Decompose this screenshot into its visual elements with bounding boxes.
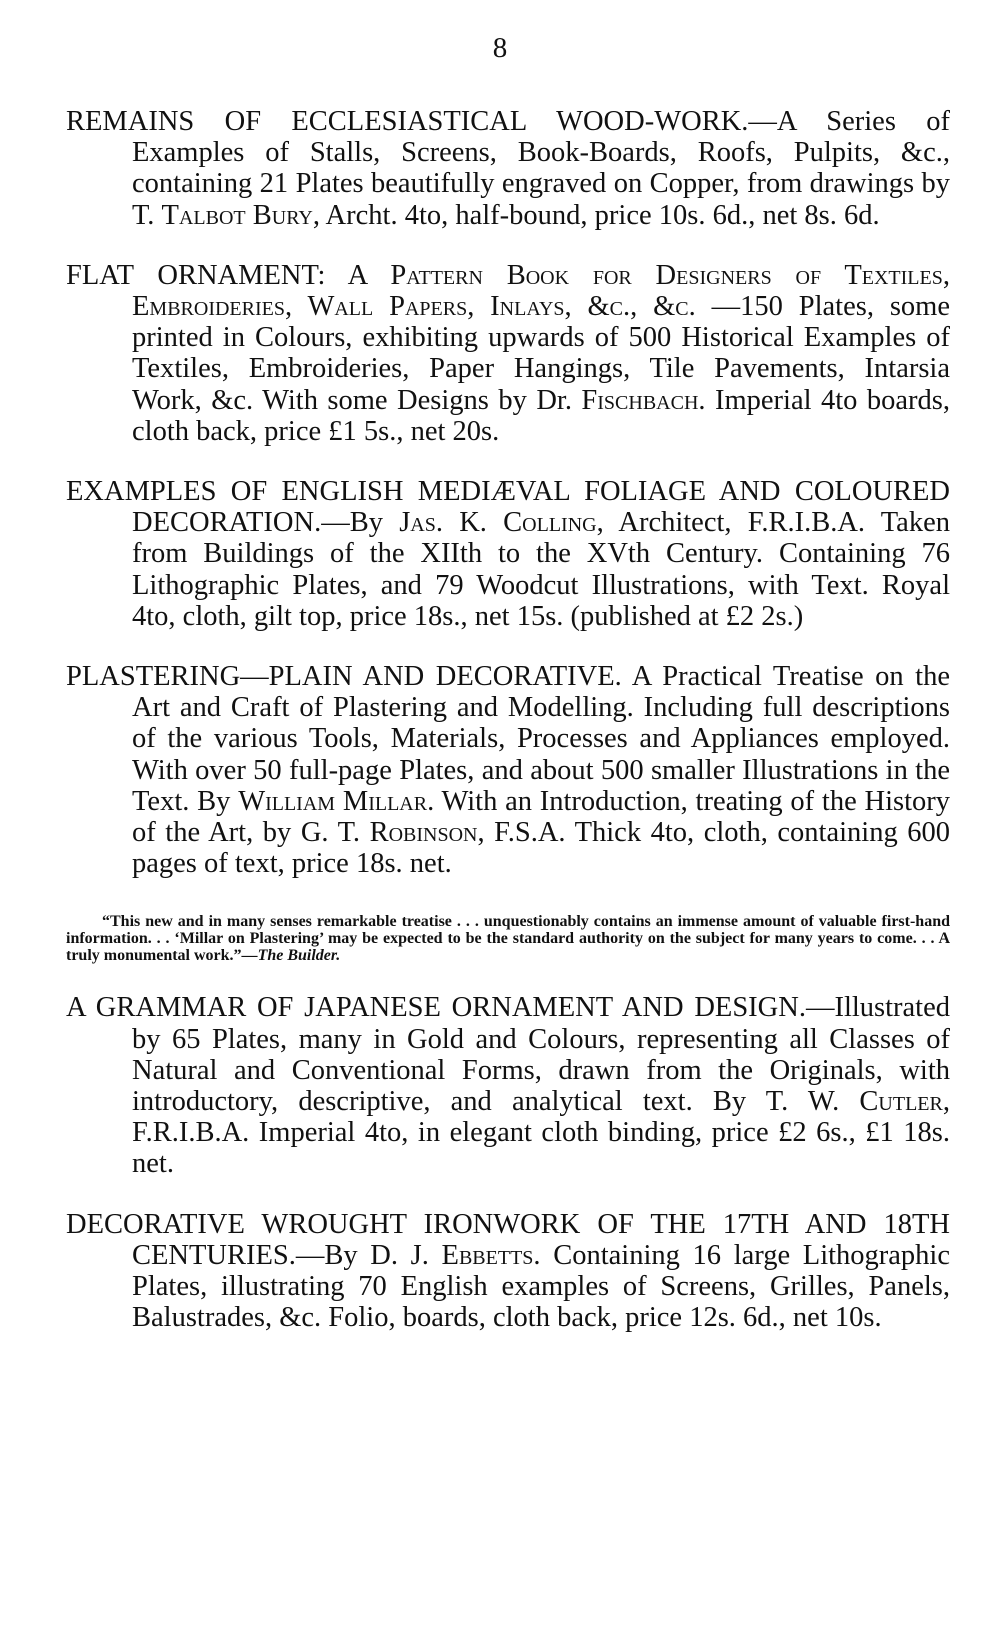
- entry-title: PLASTERING—PLAIN AND DECORATIVE.: [66, 661, 622, 693]
- entry-title: FLAT ORNAMENT:: [66, 259, 326, 291]
- entry-title: EXAMPLES OF ENGLISH MEDIÆVAL FOLIAGE AND COLOURED DECORATION.: [66, 476, 950, 539]
- entry-subtitle: A Pattern Book for Designers of Textiles, Embroideries, Wall Papers, Inlays, &c., &c.: [132, 259, 950, 323]
- entry-body: —A Series of Examples of Stalls, Screens, Book-Boards, Roofs, Pulpits, &c., containing 21 Plates beautifully engraved on Copper, from drawings by T.: [132, 106, 950, 231]
- catalogue-entry: [66, 476, 950, 632]
- entry-author: Cutler: [859, 1086, 943, 1118]
- entry-details: , F.S.A. Thick 4to, cloth, containing 600 pages of text, price 18s. net.: [132, 817, 951, 880]
- entry-details: , Architect, F.R.I.B.A. Taken from Buildings of the XIIth to the XVth Century. Containing 76 Lithographic Plates, and 79 Woodcut Illustrations, with Text. Royal 4to, cloth, gilt top, price 18s., net 15s. (published at £2 2s.): [132, 507, 950, 632]
- entry-author: William Millar: [238, 785, 428, 817]
- entry-body: A Practical Treatise on the Art and Craft of Plastering and Modelling. Including full descriptions of the various Tools, Materials, Processes and Appliances employed. With over 50 full-page Plates, and about 500 smaller Illustrations in the Text. By: [132, 661, 950, 817]
- entry-details: . Imperial 4to boards, cloth back, price £1 5s., net 20s.: [132, 384, 951, 447]
- catalogue-entry: [66, 1209, 950, 1334]
- entry-author: Robinson: [369, 817, 478, 849]
- catalogue-entry: [66, 260, 950, 447]
- entry-details: . With an Introduction, treating of the History of the Art, by G. T.: [132, 785, 951, 849]
- review-source: The Builder.: [257, 947, 341, 965]
- review-text: “This new and in many senses remarkable treatise . . . unquestionably contains an immense amount of valuable first-hand information. . . ‘Millar on Plastering’ may be expected to be the standard authority on the subject for many years to come. . . A truly monumental work.”—: [66, 913, 950, 965]
- entry-title: REMAINS OF ECCLESIASTICAL WOOD-WORK.: [66, 106, 749, 137]
- catalogue-entry: [66, 661, 950, 879]
- entry-author: Jas. K. Colling: [399, 507, 597, 539]
- entry-body: —150 Plates, some printed in Colours, exhibiting upwards of 500 Historical Examples of Textiles, Embroideries, Paper Hangings, Tile Pavements, Intarsia Work, &c. With some Designs by Dr.: [132, 291, 950, 416]
- entry-title: A GRAMMAR OF JAPANESE ORNAMENT AND DESIGN.: [66, 992, 806, 1024]
- entry-author: Talbot Bury: [161, 199, 313, 231]
- entry-details: , F.R.I.B.A. Imperial 4to, in elegant cloth binding, price £2 6s., £1 18s. net.: [132, 1086, 950, 1180]
- page-number: 8: [492, 32, 508, 64]
- entry-title: DECORATIVE WROUGHT IRONWORK OF THE 17TH AND 18TH CENTURIES.: [66, 1208, 950, 1271]
- review-quote: [66, 913, 950, 964]
- entry-details: . Containing 16 large Lithographic Plates, illustrating 70 English examples of Screens, Grilles, Panels, Balustrades, &c. Folio, boards, cloth back, price 12s. 6d., net 10s.: [132, 1239, 951, 1334]
- catalogue-list: [66, 106, 950, 1363]
- entry-author: Fischbach: [581, 384, 699, 416]
- entry-body: —By: [321, 507, 400, 539]
- catalogue-entry: [66, 106, 950, 231]
- entry-body: —Illustrated by 65 Plates, many in Gold and Colours, representing all Classes of Natural and Conventional Forms, drawn from the Originals, with introductory, descriptive, and analytical text. By T. W.: [132, 992, 950, 1118]
- entry-details: , Archt. 4to, half-bound, price 10s. 6d., net 8s. 6d.: [312, 199, 880, 231]
- catalogue-entry: [66, 992, 950, 1179]
- entry-author: Ebbetts: [441, 1239, 534, 1271]
- entry-body: —By D. J.: [295, 1239, 442, 1271]
